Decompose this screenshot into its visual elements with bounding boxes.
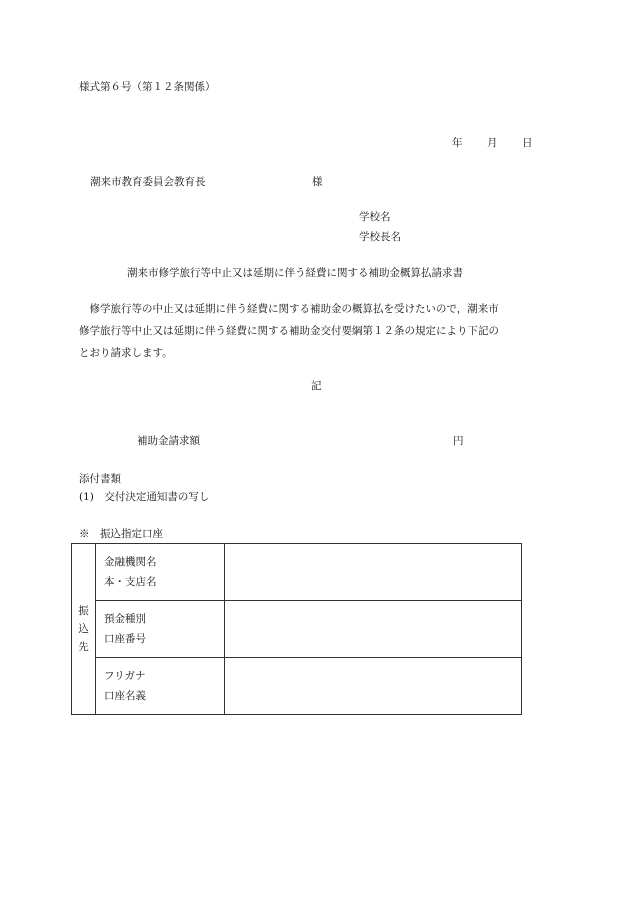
attachments-heading: 添付書類 bbox=[79, 473, 121, 485]
date-day-label: 日 bbox=[522, 137, 533, 149]
school-name-label: 学校名 bbox=[359, 211, 391, 223]
attachment-item: (1) 交付決定通知書の写し bbox=[79, 491, 210, 503]
transfer-side-label: 振 込 先 bbox=[72, 544, 96, 715]
date-month-label: 月 bbox=[487, 137, 498, 149]
form-number: 様式第６号（第１２条関係） bbox=[79, 81, 216, 93]
account-holder-label-cell: フリガナ 口座名義 bbox=[96, 658, 225, 715]
body-paragraph bbox=[79, 298, 553, 364]
bank-account-table bbox=[71, 543, 522, 715]
date-year-label: 年 bbox=[452, 137, 463, 149]
principal-name-label: 学校長名 bbox=[359, 231, 401, 243]
ki-heading: 記 bbox=[311, 380, 322, 392]
bank-name-field[interactable] bbox=[225, 544, 522, 601]
amount-unit: 円 bbox=[453, 435, 464, 447]
table-row bbox=[72, 658, 522, 715]
account-type-label-cell: 預金種別 口座番号 bbox=[96, 601, 225, 658]
amount-label: 補助金請求額 bbox=[137, 435, 200, 447]
account-holder-field[interactable] bbox=[225, 658, 522, 715]
body-line: 修学旅行等の中止又は延期に伴う経費に関する補助金の概算払を受けたいので，潮来市 bbox=[79, 303, 499, 315]
table-row bbox=[72, 544, 522, 601]
table-row bbox=[72, 601, 522, 658]
addressee-honorific: 様 bbox=[312, 176, 323, 188]
body-line: とおり請求します。 bbox=[79, 347, 173, 359]
addressee-name: 潮来市教育委員会教育長 bbox=[90, 176, 206, 188]
body-line: 修学旅行等中止又は延期に伴う経費に関する補助金交付要綱第１２条の規定により下記の bbox=[79, 325, 499, 337]
bank-heading: ※ 振込指定口座 bbox=[79, 528, 163, 540]
account-number-field[interactable] bbox=[225, 601, 522, 658]
document-title: 潮来市修学旅行等中止又は延期に伴う経費に関する補助金概算払請求書 bbox=[127, 267, 463, 279]
bank-name-label-cell: 金融機関名 本・支店名 bbox=[96, 544, 225, 601]
